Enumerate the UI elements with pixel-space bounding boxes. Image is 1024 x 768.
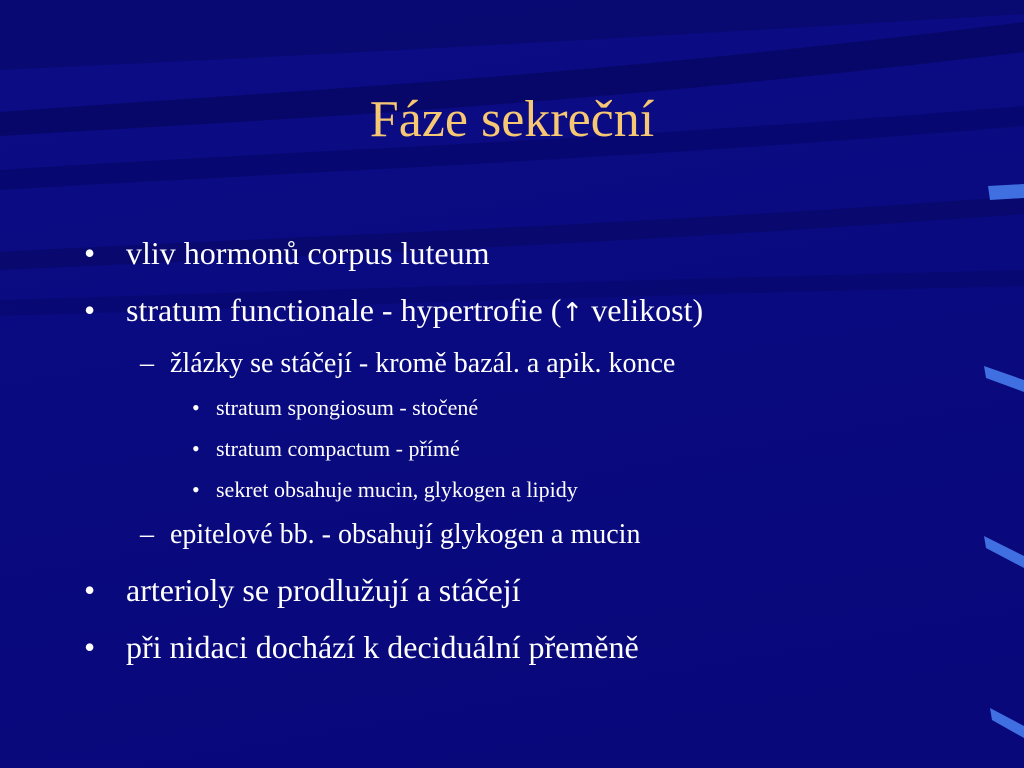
bullet-item (84, 627, 639, 667)
sub-sub-bullet-item (192, 435, 460, 463)
dash-marker: – (140, 519, 154, 550)
sub-sub-bullet-item (192, 476, 578, 504)
bullet-marker: • (192, 395, 200, 420)
bullet-item (84, 233, 490, 273)
slide-title: Fáze sekreční (369, 91, 655, 148)
bullet-item (84, 290, 704, 333)
bullet-marker: • (84, 629, 96, 665)
bullet-marker: • (192, 477, 200, 502)
bullet-text-continued: velikost) (583, 292, 704, 328)
sub-bullet-item (140, 518, 641, 552)
bullet-text: arterioly se prodlužují a stáčejí (126, 572, 521, 608)
bullet-marker: • (84, 292, 96, 328)
bullet-text: vliv hormonů corpus luteum (126, 235, 490, 271)
bullet-marker: • (84, 235, 96, 271)
bullet-marker: • (84, 572, 96, 608)
bullet-text: při nidaci dochází k deciduální přeměně (126, 629, 639, 665)
sub-sub-bullet-text: sekret obsahuje mucin, glykogen a lipidy (216, 477, 578, 502)
sub-bullet-text: žlázky se stáčejí - kromě bazál. a apik. konce (170, 348, 676, 379)
sub-sub-bullet-text: stratum spongiosum - stočené (216, 395, 479, 420)
bullet-marker: • (192, 436, 200, 461)
sub-sub-bullet-item (192, 394, 479, 422)
up-arrow-icon: ↑ (561, 298, 584, 328)
sub-bullet-item (140, 347, 676, 381)
sub-sub-bullet-text: stratum compactum - přímé (216, 436, 460, 461)
dash-marker: – (140, 348, 154, 379)
sub-bullet-text: epitelové bb. - obsahují glykogen a mucin (170, 519, 641, 550)
bullet-item (84, 570, 521, 610)
bullet-text: stratum functionale - hypertrofie ( (126, 292, 562, 328)
